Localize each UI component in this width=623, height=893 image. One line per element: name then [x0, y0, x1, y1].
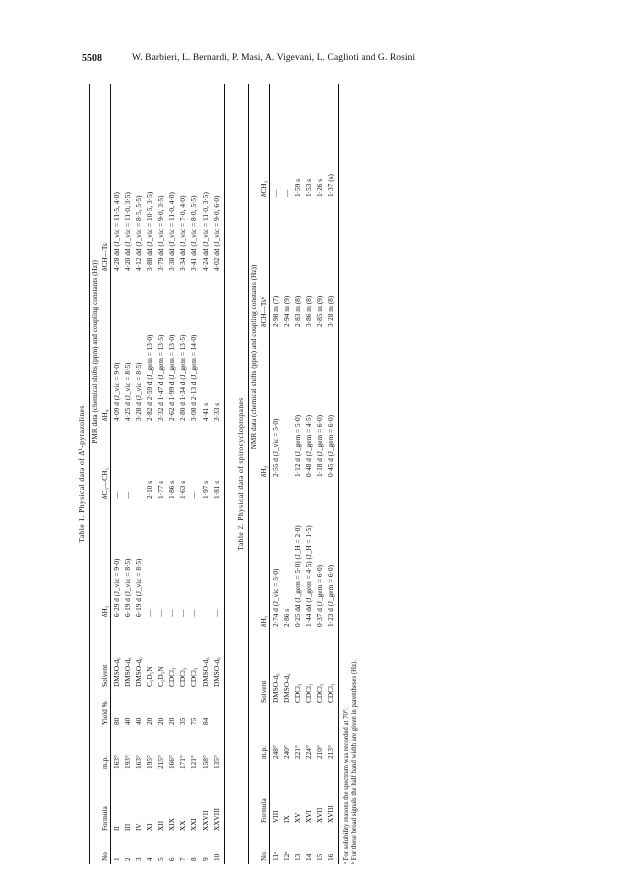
rotated-content — [78, 84, 548, 864]
table-cell: 80 — [112, 717, 122, 725]
table-cell: 84 — [200, 717, 210, 725]
table-cell: — — [270, 189, 280, 197]
table-cell: XX — [178, 820, 188, 831]
table-cell: IX — [281, 815, 291, 823]
table-cell: 171° — [178, 755, 188, 769]
table-cell: XXVIII — [211, 772, 225, 834]
table-cell: 163° — [134, 755, 144, 769]
table-cell: 5 — [156, 857, 166, 861]
table-cell: 2·94 m (9) — [281, 295, 291, 327]
table-cell: 1·86 s — [167, 480, 177, 499]
table1-col-header: No — [100, 834, 111, 864]
table-cell: 1·26 s — [314, 178, 324, 197]
table2-col-header: δH₁ — [259, 480, 270, 630]
table1-col-header: Formula — [100, 772, 111, 834]
table1-col-header: m.p. — [100, 728, 111, 772]
table-cell: 3·79 dd (J_vic = 9·0, 3·5) — [156, 195, 166, 271]
table-cell: 4·24 dd (J_vic = 11·0, 3·5) — [200, 192, 210, 271]
footnotes — [343, 84, 359, 864]
table-cell: 1·81 s — [211, 424, 225, 502]
table-row — [188, 84, 199, 864]
table-cell: 9 — [200, 857, 210, 861]
table-cell: 11ᵃ — [270, 851, 280, 861]
table-cell: 1·63 s — [178, 480, 188, 499]
table-cell: 3·28 m (8) — [325, 200, 339, 330]
table-cell: 2·55 d (J_vic = 5·0) — [270, 418, 280, 477]
table1-col-header: Solvent — [100, 620, 111, 690]
running-head: W. Barbieri, L. Bernardi, P. Masi, A. Vigevani, L. Caglioti and G. Rosini — [132, 53, 416, 63]
table2-col-header: δH₂ — [259, 330, 270, 480]
table-cell: 4·09 d (J_vic = 9·0) — [112, 362, 122, 421]
table-cell: 1·59 s — [292, 178, 302, 197]
table-cell: — — [178, 609, 188, 617]
table-cell: 1·12 d (J_gem = 5·0) — [292, 414, 302, 477]
table1-pmr-header: PMR data (chemical shifts (ppm) and coupling constants (Hz)) — [90, 84, 101, 620]
table-row — [177, 84, 188, 864]
table-cell: CDCl₃ — [303, 683, 313, 703]
table-cell: — — [123, 491, 133, 499]
table-cell: 4·20 dd (J_vic = 11·0, 3·5) — [123, 192, 133, 271]
table-cell: 3·38 dd (J_vic = 11·0, 4·0) — [167, 192, 177, 271]
table-cell: CDCl₃ — [167, 667, 177, 687]
table-cell: 213° — [325, 706, 339, 762]
table-cell: — — [211, 502, 225, 620]
table1-col-header: δCH—Ts — [100, 84, 111, 274]
table2 — [237, 84, 359, 864]
table-cell: 158° — [200, 755, 210, 769]
table-cell: 163° — [112, 755, 122, 769]
table-row — [122, 84, 133, 864]
table-cell: DMSO-d₆ — [270, 673, 280, 703]
table-cell: 0·45 d (J_gem = 6·0) — [325, 330, 339, 480]
table-cell: XI — [145, 823, 155, 831]
table-cell: CDCl₃ — [178, 667, 188, 687]
table2-nmr-header: NMR data (chemical shifts (ppm) and coupling constants (Hz)) — [248, 84, 259, 630]
table-row — [211, 84, 225, 864]
table-cell: 40 — [134, 717, 144, 725]
table-cell — [133, 424, 144, 502]
table-cell: 4·25 d (J_vic = 8·5) — [123, 362, 133, 421]
table-cell: — — [189, 609, 199, 617]
table-cell: 215° — [156, 755, 166, 769]
table-cell: 20 — [145, 717, 155, 725]
table-cell: XVI — [303, 810, 313, 823]
table-cell: XII — [156, 820, 166, 831]
table-cell: 35 — [178, 717, 188, 725]
table-cell: 2·86 s — [281, 608, 291, 627]
table2-col-header: Formula — [259, 762, 270, 826]
table-cell: C₅D₅N — [156, 666, 166, 687]
table1-col-header: δC₃—CH₃ — [100, 424, 111, 502]
table-row — [155, 84, 166, 864]
table-cell: 1·37 (s) — [325, 84, 339, 200]
table-cell: 3·86 m (8) — [303, 295, 313, 327]
table-cell: 7 — [178, 857, 188, 861]
table-cell: XXI — [189, 818, 199, 831]
table-cell: 4·41 s — [200, 402, 210, 421]
table-cell: 8 — [189, 857, 199, 861]
table-cell: 3·34 dd (J_vic = 7·0, 4·0) — [178, 195, 188, 271]
table-cell: CDCl₃ — [292, 683, 302, 703]
table-cell: 2·62 d 1·99 d (J_gem = 13·0) — [167, 334, 177, 421]
table1-col-header: Yield % — [100, 690, 111, 728]
table-cell: DMSO-d₆ — [134, 657, 144, 687]
table2-col-header: m.p. — [259, 706, 270, 762]
table-cell: CDCl₃ — [189, 667, 199, 687]
table-cell: 3·41 dd (J_vic = 8·0, 5·5) — [189, 195, 199, 271]
table-cell: 12ᵃ — [281, 851, 291, 861]
table-cell: 1·77 s — [156, 480, 166, 499]
table-cell: 4 — [145, 857, 155, 861]
table-cell: — — [167, 609, 177, 617]
table-cell: CDCl₃ — [314, 683, 324, 703]
table-cell: 4·12 dd (J_vic = 8·5, 5·5) — [134, 195, 144, 271]
table2-title: Table 2. Physical data of spirocyclopropanes — [235, 397, 245, 551]
table-cell: 3·08 d 2·13 d (J_gem = 14·0) — [189, 334, 199, 421]
table-cell: 240° — [281, 745, 291, 759]
page-number: 5508 — [82, 53, 102, 64]
table-cell: 1·44 dd (J_gem = 4·5) (J_H = 1·5) — [303, 525, 313, 627]
table-cell: 20 — [167, 717, 177, 725]
table-cell: — — [145, 609, 155, 617]
table-cell: 1·97 s — [200, 480, 210, 499]
table-cell: 2·10 s — [145, 480, 155, 499]
table-row — [269, 84, 281, 864]
table-cell: 3·88 dd (J_vic = 10·5, 3·5) — [145, 191, 155, 271]
table-cell: 2·85 m (9) — [314, 295, 324, 327]
table-cell: XXVII — [200, 810, 210, 831]
table2-col-header: Solvent — [259, 630, 270, 706]
table2-col-header: δCH₃ — [259, 84, 270, 200]
table-cell: 2·98 m (7) — [270, 295, 280, 327]
table-cell: 14 — [303, 853, 313, 861]
table-cell: — — [189, 491, 199, 499]
table-cell: 2·83 m (8) — [292, 295, 302, 327]
table1-col-header: δH₃ — [100, 502, 111, 620]
table1 — [78, 84, 225, 864]
table-cell: 248° — [270, 745, 280, 759]
table-row — [144, 84, 155, 864]
table-cell: — — [281, 189, 291, 197]
table-row — [281, 84, 292, 864]
table-cell: 10 — [211, 834, 225, 864]
table-row — [166, 84, 177, 864]
table-cell: 13 — [292, 853, 302, 861]
table-cell: 4·02 dd (J_vic = 9·0, 6·0) — [211, 84, 225, 274]
table1-grid — [89, 84, 224, 864]
footnote-b: ᵇ For these broad signals the half band width are given in parentheses (Hz). — [351, 659, 359, 864]
table-cell: — — [156, 609, 166, 617]
table-cell: 221° — [292, 745, 302, 759]
table2-col-header: δCH—Tsᵇ — [259, 200, 270, 330]
table-cell: VIII — [270, 810, 280, 823]
table-cell: 195° — [145, 755, 155, 769]
table-row — [303, 84, 314, 864]
table-cell: 1 — [112, 857, 122, 861]
table-cell: DMSO-d₆ — [281, 673, 291, 703]
table-cell: 3 — [134, 857, 144, 861]
table-cell — [200, 502, 211, 620]
table-cell: C₅D₅N — [145, 666, 155, 687]
table-cell: III — [123, 823, 133, 831]
table-cell: DMSO-d₆ — [112, 657, 122, 687]
table-cell: 6·19 d (J_vic = 8·5) — [123, 558, 133, 617]
table-cell: DMSO-d₆ — [123, 657, 133, 687]
table-cell: XVII — [314, 807, 324, 823]
footnote-a: ᵃ For solubility reasons the spectrum was recorded at 70°. — [343, 707, 350, 864]
table-cell: 16 — [325, 826, 339, 864]
table-cell: 0·25 dd (J_gem = 5·0) (J_H = 2·0) — [292, 525, 302, 627]
table-cell: XVIII — [325, 762, 339, 826]
table-cell: 1·18 d (J_gem = 6·0) — [314, 414, 324, 477]
table-cell: — — [112, 491, 122, 499]
table1-title: Table 1. Physical data of Δ¹-pyrazolines — [77, 405, 86, 543]
table-cell: XV — [292, 812, 302, 823]
table-cell: 135° — [211, 728, 225, 772]
table-cell: 166° — [167, 755, 177, 769]
table-cell: 2·74 d (J_vic = 5·0) — [270, 568, 280, 627]
table2-grid — [248, 84, 339, 864]
table-cell: CDCl₃ — [325, 630, 339, 706]
table-cell: 1·53 s — [303, 178, 313, 197]
table-row — [325, 84, 339, 864]
table-cell: DMSO-d₆ — [211, 620, 225, 690]
table-cell: DMSO-d₆ — [200, 657, 210, 687]
table-cell: 224° — [303, 745, 313, 759]
table-cell: 2·82 d 2·59 d (J_gem = 13·0) — [145, 334, 155, 421]
table-cell: 2 — [123, 857, 133, 861]
table-cell: 3·32 d 1·47 d (J_gem = 13·5) — [156, 334, 166, 421]
table-cell: IV — [134, 823, 144, 831]
table-cell: 40 — [123, 717, 133, 725]
table-row — [292, 84, 303, 864]
table-cell: 0·37 d (J_gem = 6·0) — [314, 564, 324, 627]
table2-col-header: No — [259, 826, 270, 864]
table-cell: II — [112, 826, 122, 831]
table-cell: 20 — [156, 717, 166, 725]
table-cell: 6 — [167, 857, 177, 861]
table-row — [133, 84, 144, 864]
table-row — [200, 84, 211, 864]
table-cell: 1·23 d (J_gem = 6·0) — [325, 480, 339, 630]
table1-col-header: δH₄ — [100, 274, 111, 424]
table-cell: XIX — [167, 818, 177, 831]
table-cell — [211, 690, 225, 728]
table-cell: 3·28 d (J_vic = 8·5) — [134, 362, 144, 421]
table-cell: 2·80 d 1·34 d (J_gem = 13·5) — [178, 334, 188, 421]
table-cell: 6·29 d (J_vic = 9·0) — [112, 558, 122, 617]
page-header — [0, 0, 623, 70]
table-row — [111, 84, 123, 864]
table-cell: 75 — [189, 717, 199, 725]
table-cell: 210° — [314, 745, 324, 759]
table-cell: 121° — [189, 755, 199, 769]
table-cell — [281, 330, 292, 480]
table-cell: 193° — [123, 755, 133, 769]
table-row — [314, 84, 325, 864]
table-cell: 6·19 d (J_vic = 8·5) — [134, 558, 144, 617]
table-cell: 4·28 dd (J_vic = 11·5, 4·0) — [112, 192, 122, 271]
table-cell: 0·48 d (J_gem = 4·5) — [303, 414, 313, 477]
table-cell: 3·33 s — [211, 274, 225, 424]
table-cell: 15 — [314, 853, 324, 861]
